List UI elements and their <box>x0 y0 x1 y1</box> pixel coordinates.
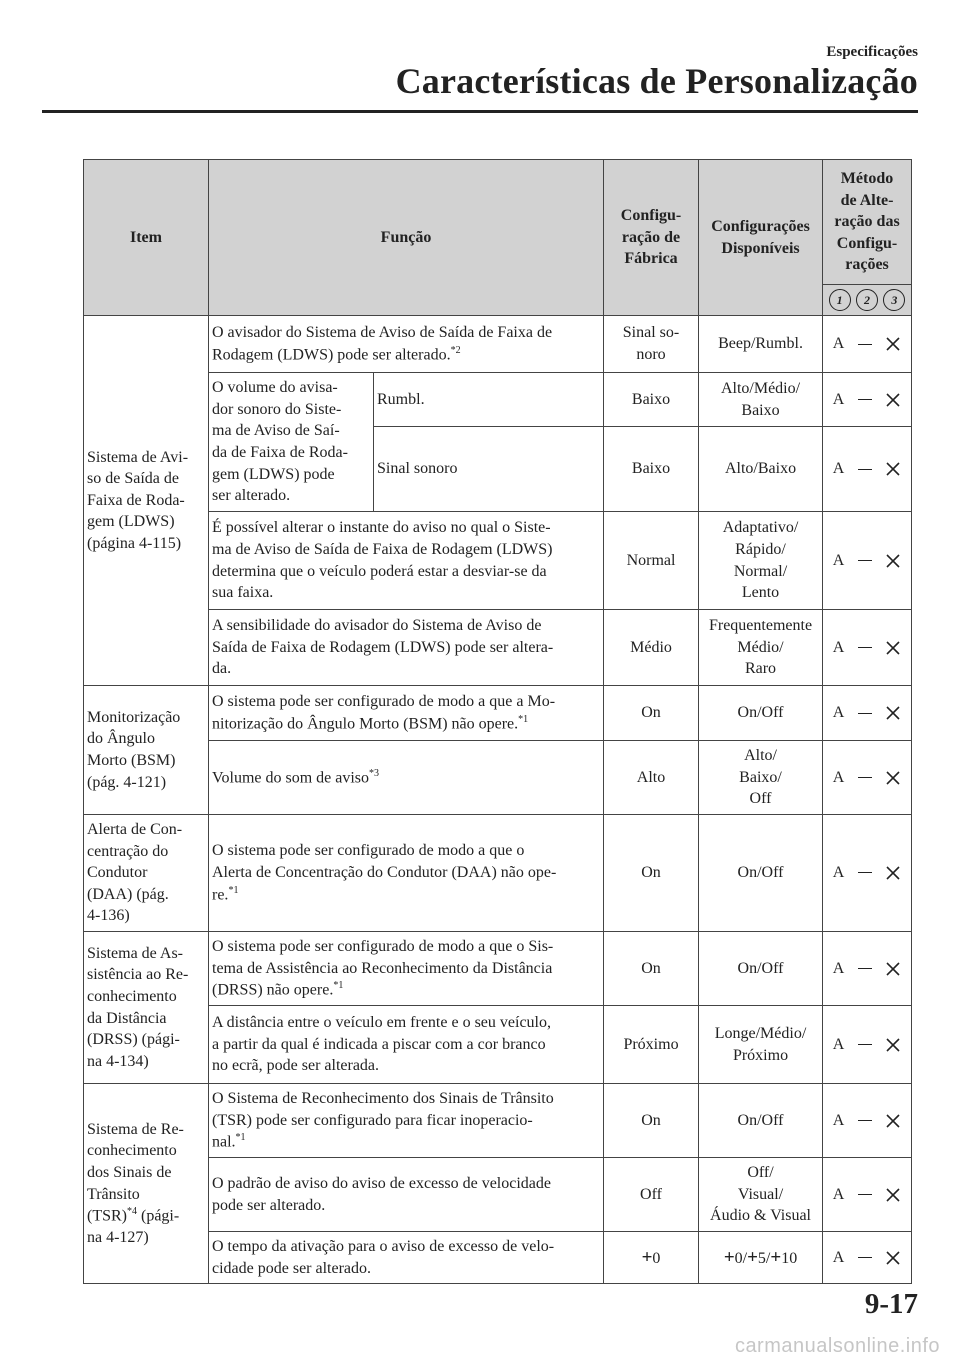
plus-icon: + <box>770 1246 782 1268</box>
method-a-label: A <box>832 1111 845 1129</box>
factory-setting: On <box>604 1084 699 1158</box>
dash-icon <box>858 1194 872 1195</box>
method-col-2-icon: 2 <box>856 289 878 311</box>
available-settings: Frequentemente Médio/ Raro <box>699 610 823 686</box>
method-a-label: A <box>832 1035 845 1053</box>
watermark-text: carmanualsonline.info <box>734 1335 940 1357</box>
item-tsr: Sistema de Re- conhecimento dos Sinais de Trânsito (TSR)$^{*4}$ (pági- na 4-127) <box>84 1084 209 1284</box>
available-settings: Alto/Médio/ Baixo <box>699 373 823 427</box>
dash-icon <box>858 1044 872 1045</box>
factory-setting: Próximo <box>604 1006 699 1084</box>
method-cell <box>823 610 912 686</box>
factory-setting: +0 <box>604 1232 699 1284</box>
cross-icon <box>885 640 901 656</box>
table-row <box>84 815 912 932</box>
dash-icon <box>858 469 872 470</box>
factory-setting: Baixo <box>604 427 699 512</box>
method-a-label: A <box>832 638 845 656</box>
header-rule <box>42 110 918 113</box>
table-row <box>84 1006 912 1084</box>
function-text: O avisador do Sistema de Aviso de Saída de Faixa de Rodagem (LDWS) pode ser alterado.$^{*2}$ <box>209 316 604 373</box>
method-a-label: A <box>832 390 845 408</box>
table-row <box>84 931 912 1005</box>
item-drss: Sistema de As- sistência ao Re- conhecimento da Distância (DRSS) (pági- na 4-134) <box>84 931 209 1083</box>
method-col-1-icon: 1 <box>829 289 851 311</box>
dash-icon <box>858 344 872 345</box>
method-cell <box>823 373 912 427</box>
dash-icon <box>858 1120 872 1121</box>
cross-icon <box>885 865 901 881</box>
function-text: O volume do avisa- dor sonoro do Siste- ma de Aviso de Saí- da de Faixa de Roda- gem (LDWS) pode ser alterado. <box>209 373 374 512</box>
header-fabrica: Configu- ração de Fábrica <box>604 160 699 316</box>
method-cell <box>823 316 912 373</box>
method-cell <box>823 815 912 932</box>
factory-setting: Médio <box>604 610 699 686</box>
available-settings: Adaptativo/ Rápido/ Normal/ Lento <box>699 512 823 610</box>
available-settings: On/Off <box>699 931 823 1005</box>
function-text: A distância entre o veículo em frente e o seu veículo, a partir da qual é indicada a piscar com a cor branco no ecrã, pode ser alterada. <box>209 1006 604 1084</box>
available-settings: On/Off <box>699 815 823 932</box>
method-a-label: A <box>832 1185 845 1203</box>
method-col-3-icon: 3 <box>883 289 905 311</box>
available-settings: Alto/ Baixo/ Off <box>699 741 823 815</box>
function-text: O sistema pode ser configurado de modo a que o Alerta de Concentração do Condutor (DAA) não ope- re.$^{*1}$ <box>209 815 604 932</box>
function-text: O sistema pode ser configurado de modo a que a Mo- nitorização do Ângulo Morto (BSM) não opere.$^{*1}$ <box>209 686 604 741</box>
cross-icon <box>885 553 901 569</box>
page-title: Características de Personalização <box>395 61 918 101</box>
available-settings: On/Off <box>699 1084 823 1158</box>
cross-icon <box>885 461 901 477</box>
available-settings: Alto/Baixo <box>699 427 823 512</box>
page-number: 9-17 <box>864 1288 918 1320</box>
cross-icon <box>885 770 901 786</box>
dash-icon <box>858 777 872 778</box>
factory-setting: On <box>604 931 699 1005</box>
header-disponiveis: Configurações Disponíveis <box>699 160 823 316</box>
available-settings: On/Off <box>699 686 823 741</box>
table-row <box>84 1084 912 1158</box>
dash-icon <box>858 399 872 400</box>
header-metodo-cols <box>823 285 912 316</box>
customization-table <box>83 159 912 1284</box>
method-a-label: A <box>832 959 845 977</box>
item-ldws: Sistema de Avi- so de Saída de Faixa de Roda- gem (LDWS) (página 4-115) <box>84 316 209 686</box>
method-cell <box>823 741 912 815</box>
cross-icon <box>885 1113 901 1129</box>
function-text: A sensibilidade do avisador do Sistema de Aviso de Saída de Faixa de Rodagem (LDWS) pode ser altera- da. <box>209 610 604 686</box>
dash-icon <box>858 647 872 648</box>
method-cell <box>823 1158 912 1232</box>
method-a-label: A <box>832 864 845 882</box>
table-row <box>84 686 912 741</box>
method-cell <box>823 931 912 1005</box>
cross-icon <box>885 1037 901 1053</box>
cross-icon <box>885 336 901 352</box>
sub-function: Rumbl. <box>374 373 604 427</box>
factory-setting: Alto <box>604 741 699 815</box>
table-row <box>84 373 912 427</box>
table-row <box>84 1232 912 1284</box>
function-text: É possível alterar o instante do aviso no qual o Siste- ma de Aviso de Saída de Faixa de Rodagem (LDWS) determina que o veículo poderá estar a desviar-se da sua faixa. <box>209 512 604 610</box>
dash-icon <box>858 713 872 714</box>
plus-icon: + <box>641 1246 653 1268</box>
dash-icon <box>858 1257 872 1258</box>
table-row <box>84 610 912 686</box>
factory-setting: Normal <box>604 512 699 610</box>
table-row <box>84 1158 912 1232</box>
factory-setting: On <box>604 815 699 932</box>
plus-icon: + <box>747 1246 758 1268</box>
factory-setting: On <box>604 686 699 741</box>
sub-function: Sinal sonoro <box>374 427 604 512</box>
plus-icon: + <box>723 1246 735 1268</box>
available-settings: Beep/Rumbl. <box>699 316 823 373</box>
method-a-label: A <box>832 1248 845 1266</box>
method-a-label: A <box>832 335 845 353</box>
method-a-label: A <box>832 704 845 722</box>
factory-setting: Baixo <box>604 373 699 427</box>
function-text: O Sistema de Reconhecimento dos Sinais de Trânsito (TSR) pode ser configurado para ficar inoperacio- nal.$^{*1}$ <box>209 1084 604 1158</box>
table-row <box>84 512 912 610</box>
method-cell <box>823 427 912 512</box>
method-cell <box>823 1084 912 1158</box>
header-item: Item <box>84 160 209 316</box>
function-text: Volume do som de aviso$^{*3}$ <box>209 741 604 815</box>
dash-icon <box>858 560 872 561</box>
item-daa: Alerta de Con- centração do Condutor (DAA) (pág. 4-136) <box>84 815 209 932</box>
item-bsm: Monitorização do Ângulo Morto (BSM) (pág. 4-121) <box>84 686 209 815</box>
table-row <box>84 316 912 373</box>
method-cell <box>823 512 912 610</box>
method-cell <box>823 1232 912 1284</box>
method-cell <box>823 1006 912 1084</box>
method-a-label: A <box>832 551 845 569</box>
cross-icon <box>885 1250 901 1266</box>
table-row <box>84 741 912 815</box>
cross-icon <box>885 961 901 977</box>
cross-icon <box>885 705 901 721</box>
function-text: O tempo da ativação para o aviso de excesso de velo- cidade pode ser alterado. <box>209 1232 604 1284</box>
header-funcao: Função <box>209 160 604 316</box>
available-settings: Longe/Médio/ Próximo <box>699 1006 823 1084</box>
section-heading: Especificações <box>826 44 918 60</box>
dash-icon <box>858 968 872 969</box>
function-text: O padrão de aviso do aviso de excesso de velocidade pode ser alterado. <box>209 1158 604 1232</box>
available-settings: +0/+5/+10 <box>699 1232 823 1284</box>
cross-icon <box>885 1187 901 1203</box>
dash-icon <box>858 872 872 873</box>
function-text: O sistema pode ser configurado de modo a que o Sis- tema de Assistência ao Reconhecimento da Distância (DRSS) não opere.$^{*1}$ <box>209 931 604 1005</box>
method-a-label: A <box>832 460 845 478</box>
method-cell <box>823 686 912 741</box>
header-metodo: Método de Alte- ração das Configu- rações <box>823 160 912 285</box>
method-a-label: A <box>832 768 845 786</box>
cross-icon <box>885 392 901 408</box>
factory-setting: Off <box>604 1158 699 1232</box>
available-settings: Off/ Visual/ Áudio & Visual <box>699 1158 823 1232</box>
factory-setting: Sinal so- noro <box>604 316 699 373</box>
